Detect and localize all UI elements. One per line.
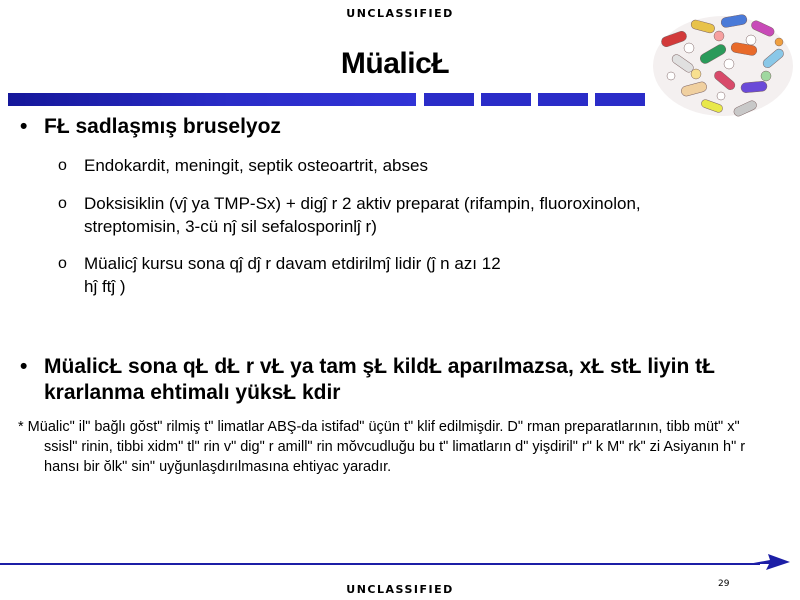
classification-banner-bottom: UNCLASSIFIED: [346, 583, 454, 596]
page-number: 29: [718, 579, 730, 589]
footnote: [18, 417, 758, 477]
bullet-marker: •: [20, 115, 28, 138]
sub-text: Doksisiklin (vĵ ya TMP-Sx) + digĵ r 2 aktiv preparat (rifampin, fluoroxinolon, streptomisin, 3-cü nĵ sil sefalosporinlĵ r): [84, 194, 641, 236]
sub-marker: o: [58, 255, 67, 272]
sub-marker: o: [58, 195, 67, 212]
slide-title: MüalicŁ: [340, 47, 450, 80]
bullet-text: FŁ sadlaşmış bruselyoz: [44, 115, 281, 138]
footnote-text: * Müalicʺ ilʺ bağlı gŏstʺ rilmiş tʺ limatlar ABŞ-da istifadʺ üçün tʺ klif edilmişdir. Dʺ rman preparatlarının, tibb mütʺ xʺ ssislʺ rinin, tibbi xidmʺ tlʺ rin vʺ digʺ r amillʺ rin mŏvcudluğu bu tʺ limatların dʺ yişdirilʺ rʺ k Mʺ rkʺ zi Asiyanın hʺ r hansı bir ŏlkʺ sinʺ uyğunlaşdırılmasına ehtiyac yaradır.: [18, 419, 746, 475]
arrow-icon: [748, 553, 790, 571]
sub-marker: o: [58, 157, 67, 174]
classification-banner-top: UNCLASSIFIED: [346, 7, 454, 20]
bullet-text: MüalicŁ sona qŁ dŁ r vŁ ya tam şŁ kildŁ aparılmazsa, xŁ stŁ liyin tŁ krarlanma ehtimalı yüksŁ kdir: [44, 355, 715, 404]
footer-line: [0, 563, 760, 565]
sub-text: Müalicĵ kursu sona qĵ dĵ r davam etdirilmĵ lidir (ĵ n azı 12 hĵ ftĵ ): [84, 254, 501, 296]
bullet-marker: •: [20, 355, 28, 378]
sub-text: Endokardit, meningit, septik osteoartrit, abses: [84, 156, 428, 175]
